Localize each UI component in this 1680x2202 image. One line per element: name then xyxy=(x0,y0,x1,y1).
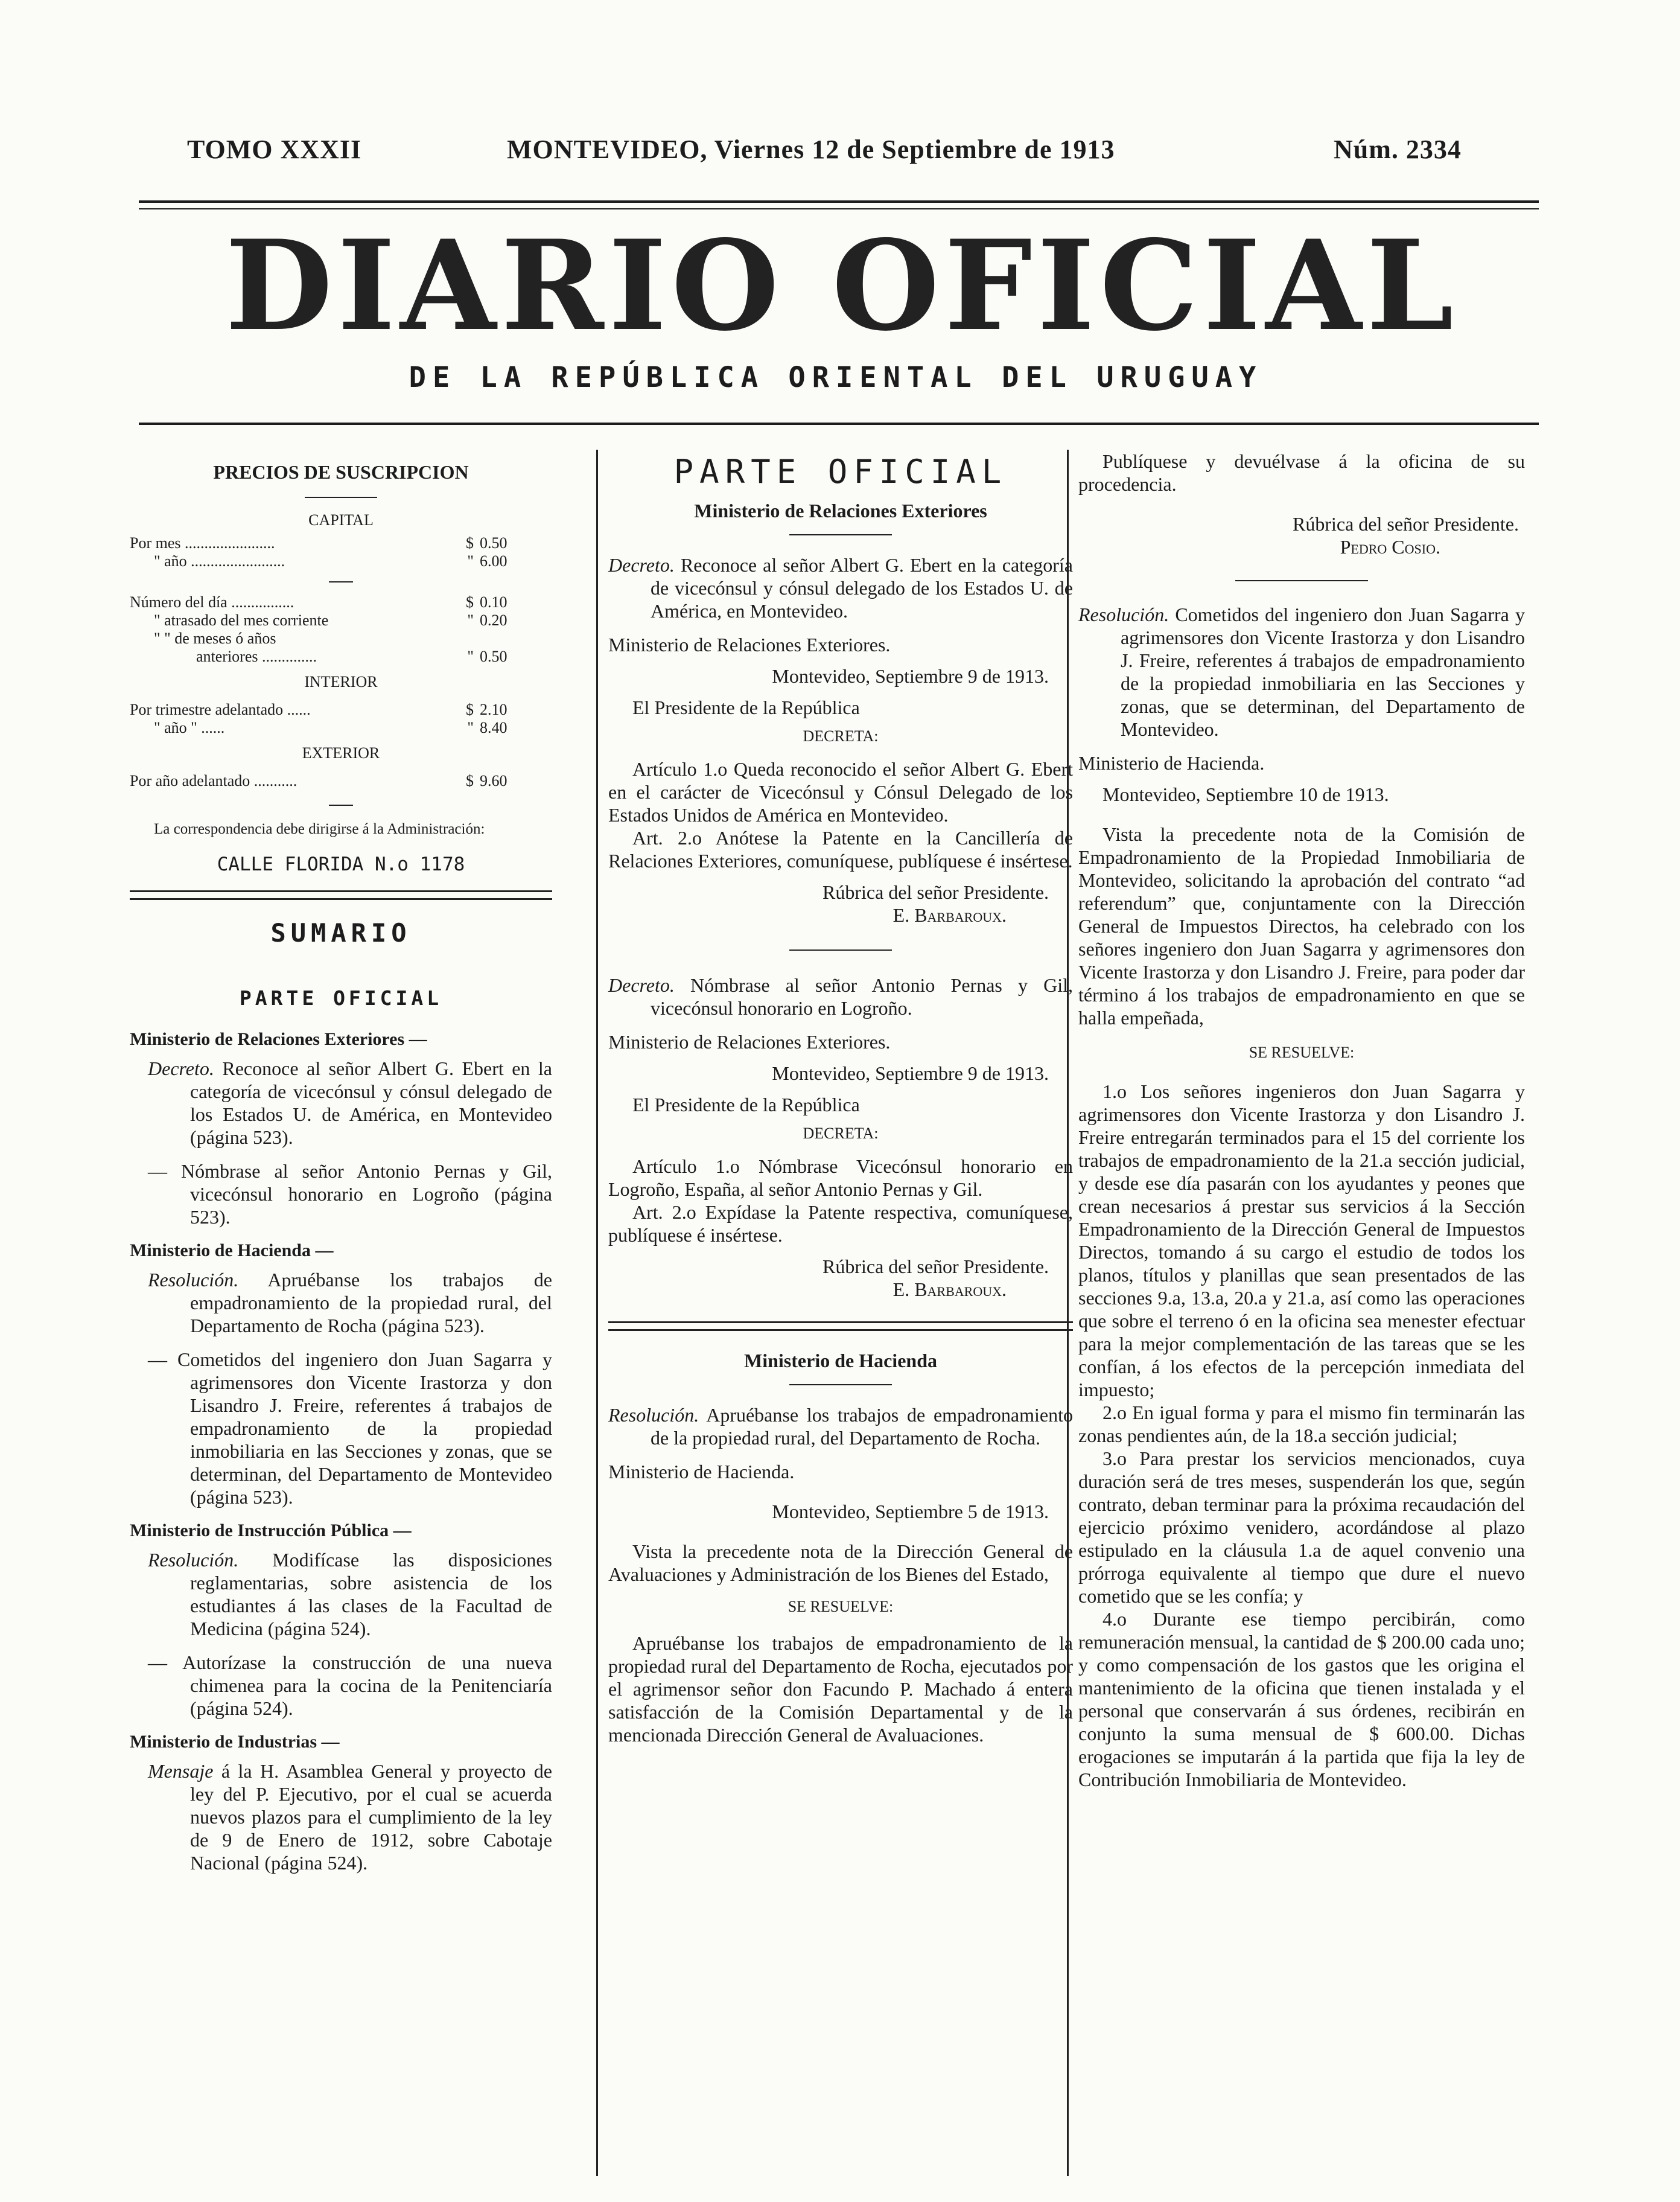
sumario-ministry: Ministerio de Relaciones Exteriores — xyxy=(130,1029,427,1049)
interior-heading: INTERIOR xyxy=(304,673,378,691)
resolution-summary: Resolución. Cometidos del ingeniero don Juan Sagarra y agrimensores don Vicente Irastorza y don Lisandro J. Freire, referentes á trabajos de empadronamiento de la propiedad inmobiliaria en las Secciones y zonas, que se determinan, del Departamento de Montevideo. xyxy=(1078,604,1526,740)
divider xyxy=(329,581,353,582)
resolution-vista: Vista la precedente nota de la Dirección General de Avaluaciones y Administración de los Bienes del Estado, xyxy=(608,1540,1073,1585)
sumario-item: — Nómbrase al señor Antonio Pernas y Gil, vicecónsul honorario en Logroño (página 523). xyxy=(148,1160,553,1228)
sumario-item: Resolución. Modifícase las disposiciones reglamentarias, sobre asistencia de los estudiantes á las clases de la Facultad de Medicina (página 524). xyxy=(148,1549,553,1639)
sumario-ministry: Ministerio de Industrias — xyxy=(130,1732,340,1752)
column-right xyxy=(1078,450,1525,1791)
column-center xyxy=(608,450,1073,1746)
resolution-clause: 4.o Durante ese tiempo percibirán, como remuneración mensual, la cantidad de $ 200.00 cada uno; y como compensación de los gastos que les origina el mantenimiento de la oficina que tienen instalada y el personal que conservarán á sus órdenes, recibirán en conjunto la suma mensual de $ 600.00. Dichas erogaciones se imputarán á la partida que fija la ley de Contribución Inmobiliaria de Montevideo. xyxy=(1078,1608,1525,1790)
resolution-vista: Vista la precedente nota de la Comisión de Empadronamiento de la Propiedad Inmobiliaria de Montevideo, solicitando la aprobación del contrato “ad referendum” que, conjuntamente con la Dirección General de Impuestos Directos, ha celebrado con los señores ingeniero don Juan Sagarra y agrimensores don Vicente Irastorza y don Lisandro J. Freire, para poder dar término á los trabajos de empadronamiento en que se halla empeñada, xyxy=(1078,823,1525,1029)
decree-rubrica: Rúbrica del señor Presidente. xyxy=(822,881,1049,903)
newspaper-title: DIARIO OFICIAL xyxy=(225,214,1459,359)
price-row: " año ........................ " 6.00 xyxy=(154,552,508,570)
price-row: anteriores .............. " 0.50 xyxy=(196,648,508,665)
decree-signer: E. Barbaroux. xyxy=(892,904,1007,926)
parte-oficial-heading: PARTE OFICIAL xyxy=(673,453,1008,491)
sumario-item: Decreto. Reconoce al señor Albert G. Ebert en la categoría de vicecónsul y cónsul delegado de los Estados U. de América, en Montevideo (página 523). xyxy=(148,1058,552,1148)
resolution-rubrica: Rúbrica del señor Presidente. xyxy=(1293,513,1519,535)
column-divider-1 xyxy=(596,450,598,2176)
administration-address: CALLE FLORIDA N.o 1178 xyxy=(217,854,465,875)
place-date: MONTEVIDEO, Viernes 12 de Septiembre de 1913 xyxy=(507,135,1115,164)
decree-rubrica: Rúbrica del señor Presidente. xyxy=(822,1256,1049,1277)
double-rule xyxy=(608,1321,1073,1331)
sumario-heading: SUMARIO xyxy=(270,918,412,948)
volume-label: TOMO XXXII xyxy=(187,135,362,164)
sumario-parte-oficial: PARTE OFICIAL xyxy=(239,986,443,1010)
resolution-resuelve: SE RESUELVE: xyxy=(788,1598,894,1615)
decree-summary: Decreto. Nómbrase al señor Antonio Pernas y Gil, vicecónsul honorario en Logroño. xyxy=(608,974,1073,1019)
price-row: Por año adelantado ........... $ 9.60 xyxy=(130,772,508,790)
masthead-top-line xyxy=(187,134,1462,176)
price-row: Número del día ................ $ 0.10 xyxy=(130,593,508,611)
price-row: " atrasado del mes corriente " 0.20 xyxy=(154,611,508,629)
decree-president: El Presidente de la República xyxy=(632,1094,860,1115)
sumario-ministry: Ministerio de Hacienda — xyxy=(130,1240,334,1260)
ministry-heading: Ministerio de Hacienda xyxy=(744,1350,937,1371)
sumario-item: Mensaje á la H. Asamblea General y proyecto de ley del P. Ejecutivo, por el cual se acuerda nuevos plazos para el cumplimiento de la ley de 9 de Enero de 1912, sobre Cabotaje Nacional (página 524). xyxy=(148,1760,553,1874)
decree-article: Art. 2.o Anótese la Patente en la Cancillería de Relaciones Exteriores, comuníquese, publíquese é insértese. xyxy=(608,827,1073,872)
decree-decreta: DECRETA: xyxy=(803,1125,879,1142)
issue-number: Núm. 2334 xyxy=(1334,135,1462,164)
correspondence-note: La correspondencia debe dirigirse á la Administración: xyxy=(154,821,485,837)
sumario-ministry: Ministerio de Instrucción Pública — xyxy=(130,1521,412,1540)
resolution-signer: Pedro Cosio. xyxy=(1340,536,1440,558)
masthead-rule-bottom xyxy=(139,423,1539,425)
resolution-ministry: Ministerio de Hacienda. xyxy=(1078,752,1265,774)
decree-date: Montevideo, Septiembre 9 de 1913. xyxy=(772,665,1049,687)
price-row: Por mes ....................... $ 0.50 xyxy=(130,534,508,552)
price-row: " año " ...... " 8.40 xyxy=(154,719,508,736)
column-left xyxy=(130,450,552,1885)
resolution-ministry: Ministerio de Hacienda. xyxy=(608,1461,795,1482)
exterior-heading: EXTERIOR xyxy=(302,744,380,762)
publication-order: Publíquese y devuélvase á la oficina de su procedencia. xyxy=(1078,450,1525,495)
newspaper-subtitle: DE LA REPÚBLICA ORIENTAL DEL URUGUAY xyxy=(409,361,1263,394)
resolution-clause: 1.o Los señores ingenieros don Juan Sagarra y agrimensores don Vicente Irastorza y don Lisandro J. Freire entregarán terminados para el 15 del corriente los trabajos de empadronamiento de la 21.a sección judicial, y desde ese día pasarán con los ayudantes y peones que crean necesarios á prestar sus servicios á la Sección Empadronamiento de la Dirección General de Impuestos Directos, tomando á su cargo el estudio de todos los planos, títulos y planillas que sean presentados de las secciones 9.a, 13.a, 20.a y 21.a, así como las operaciones que sobre el terreno ó en la oficina sea menester efectuar para la mejor complementación de las tareas que se les confían, á los efectos de la percepción inmediata del impuesto; xyxy=(1078,1080,1525,1400)
decree-article: Artículo 1.o Queda reconocido el señor Albert G. Ebert en el carácter de Vicecónsul y Cónsul Delegado de los Estados Unidos de América en Montevideo. xyxy=(608,758,1073,826)
sumario-item: Resolución. Apruébanse los trabajos de empadronamiento de la propiedad rural, del Departamento de Rocha (página 523). xyxy=(148,1269,553,1336)
decree-summary: Decreto. Reconoce al señor Albert G. Ebert en la categoría de vicecónsul y cónsul delegado de los Estados U. de América, en Montevideo. xyxy=(608,554,1074,622)
decree-decreta: DECRETA: xyxy=(803,727,879,745)
divider xyxy=(789,949,892,951)
sumario-item: — Cometidos del ingeniero don Juan Sagarra y agrimensores don Vicente Irastorza y don Lisandro J. Freire, referentes á trabajos de empadronamiento de la propiedad inmobiliaria en las Secciones y zonas, que se determinan, del Departamento de Montevideo (página 523). xyxy=(148,1348,553,1508)
ministry-heading: Ministerio de Relaciones Exteriores xyxy=(694,500,987,522)
masthead-rule-top-thin xyxy=(139,208,1539,209)
resolution-summary: Resolución. Apruébanse los trabajos de empadronamiento de la propiedad rural, del Departamento de Rocha. xyxy=(608,1404,1074,1449)
resolution-clause: 3.o Para prestar los servicios mencionados, cuya duración será de tres meses, suspenderán los que, según contrato, deban terminar para la próxima recaudación del ejercicio próximo venidero, acordándose al plazo estipulado en la cláusula 1.a de aquel convenio una prórroga equivalente al tiempo que dure el nuevo cometido que se les confía; y xyxy=(1078,1447,1525,1607)
decree-ministry: Ministerio de Relaciones Exteriores. xyxy=(608,1031,891,1053)
price-row: " " de meses ó años xyxy=(154,630,276,647)
resolution-body: Apruébanse los trabajos de empadronamiento de la propiedad rural del Departamento de Rocha, ejecutados por el agrimensor señor don Facundo P. Machado á entera satisfacción de la Comisión Departamental y de la mencionada Dirección General de Avaluaciones. xyxy=(608,1632,1073,1746)
divider xyxy=(789,1384,892,1385)
resolution-clause: 2.o En igual forma y para el mismo fin terminarán las zonas pendientes aún, de la 18.a sección judicial; xyxy=(1078,1402,1525,1446)
sumario-item: — Autorízase la construcción de una nueva chimenea para la cocina de la Penitenciaría (página 524). xyxy=(148,1651,553,1719)
decree-article: Artículo 1.o Nómbrase Vicecónsul honorario en Logroño, España, al señor Antonio Pernas y Gil. xyxy=(608,1155,1073,1200)
subscription-heading: PRECIOS DE SUSCRIPCION xyxy=(213,461,469,483)
price-row: Por trimestre adelantado ...... $ 2.10 xyxy=(130,701,508,718)
resolution-date: Montevideo, Septiembre 5 de 1913. xyxy=(772,1501,1049,1522)
divider xyxy=(329,805,353,806)
divider xyxy=(1235,580,1368,581)
divider xyxy=(305,497,377,498)
capital-heading: CAPITAL xyxy=(308,511,374,529)
decree-article: Art. 2.o Expídase la Patente respectiva, comuníquese, publíquese é insértese. xyxy=(608,1201,1073,1246)
masthead-rule-top xyxy=(139,200,1539,203)
divider xyxy=(789,534,892,535)
resolution-date: Montevideo, Septiembre 10 de 1913. xyxy=(1102,783,1389,805)
decree-signer: E. Barbaroux. xyxy=(892,1278,1007,1300)
decree-ministry: Ministerio de Relaciones Exteriores. xyxy=(608,634,891,656)
subscription-table xyxy=(130,511,552,838)
decree-date: Montevideo, Septiembre 9 de 1913. xyxy=(772,1062,1049,1084)
double-rule xyxy=(130,890,552,900)
decree-president: El Presidente de la República xyxy=(632,697,860,718)
resolution-resuelve: SE RESUELVE: xyxy=(1249,1044,1355,1061)
